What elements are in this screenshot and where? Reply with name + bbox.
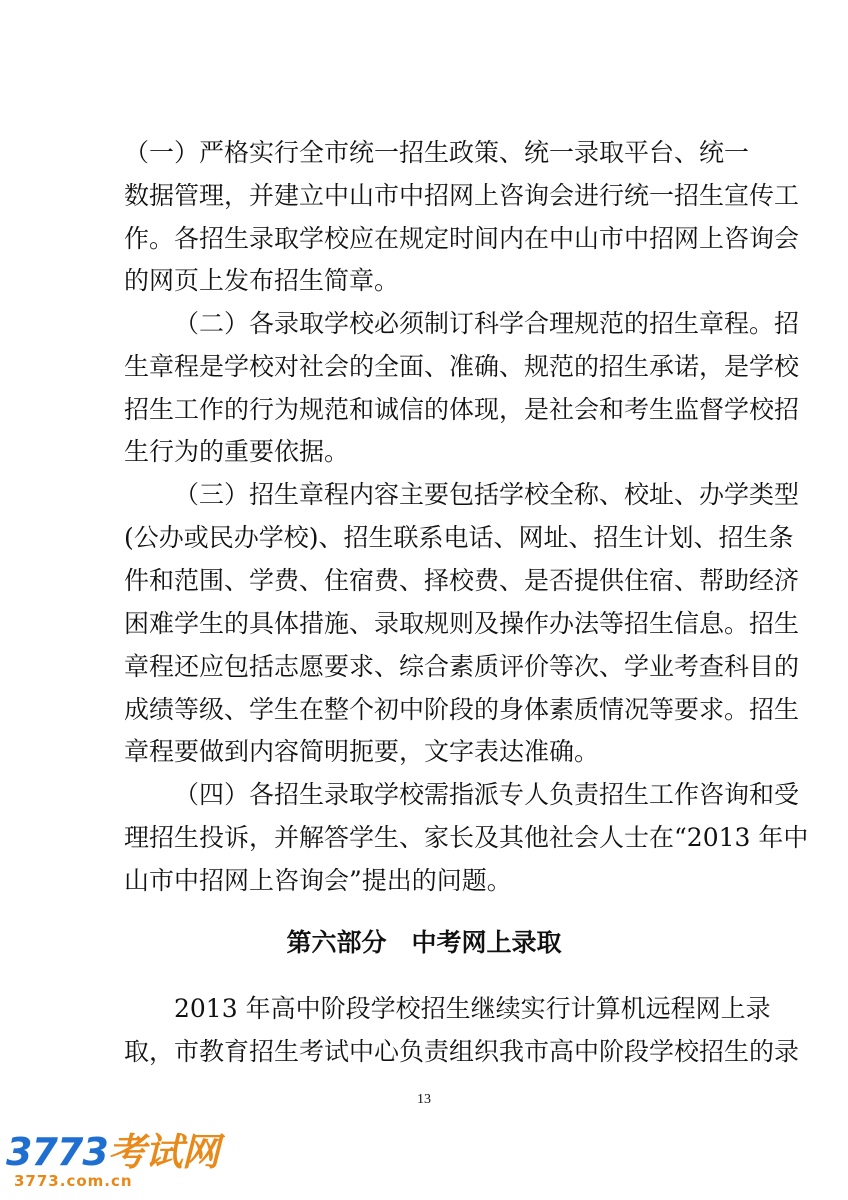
- paragraph-2-line-4: 生行为的重要依据。: [124, 437, 350, 466]
- paragraph-1-line-1: （一）严格实行全市统一招生政策、统一录取平台、统一: [124, 138, 750, 167]
- paragraph-2-line-1: （二）各录取学校必须制订科学合理规范的招生章程。招: [174, 309, 800, 338]
- paragraph-4-line-1: （四）各招生录取学校需指派专人负责招生工作咨询和受: [174, 780, 800, 809]
- paragraph-1-line-2: 数据管理，并建立中山市中招网上咨询会进行统一招生宣传工: [124, 181, 800, 210]
- paragraph-3-line-5: 章程还应包括志愿要求、综合素质评价等次、学业考查科目的: [124, 652, 800, 681]
- paragraph-2-line-3: 招生工作的行为规范和诚信的体现，是社会和考生监督学校招: [124, 395, 800, 424]
- paragraph-3-line-3: 件和范围、学费、住宿费、择校费、是否提供住宿、帮助经济: [124, 566, 800, 595]
- paragraph-3-line-6: 成绩等级、学生在整个初中阶段的身体素质情况等要求。招生: [124, 695, 800, 724]
- paragraph-4-line-2: 理招生投诉，并解答学生、家长及其他社会人士在“2013 年中: [124, 823, 809, 852]
- watermark-chinese: 考试网: [107, 1130, 219, 1174]
- paragraph-3-line-7: 章程要做到内容简明扼要，文字表达准确。: [124, 737, 600, 766]
- section-body-line-1: 2013 年高中阶段学校招生继续实行计算机远程网上录: [174, 994, 771, 1023]
- paragraph-1-line-3: 作。各招生录取学校应在规定时间内在中山市中招网上咨询会: [124, 224, 800, 253]
- page-number: 13: [417, 1092, 431, 1107]
- paragraph-1-line-4: 的网页上发布招生简章。: [124, 266, 400, 295]
- site-watermark-logo: [6, 1130, 219, 1194]
- paragraph-3-line-4: 困难学生的具体措施、录取规则及操作办法等招生信息。招生: [124, 609, 800, 638]
- paragraph-2-line-2: 生章程是学校对社会的全面、准确、规范的招生承诺，是学校: [124, 352, 800, 381]
- section-body-line-2: 取，市教育招生考试中心负责组织我市高中阶段学校招生的录: [124, 1037, 800, 1066]
- watermark-digits: 3773: [6, 1130, 108, 1174]
- section-heading: 第六部分 中考网上录取: [286, 928, 562, 957]
- paragraph-3-line-2: (公办或民办学校)、招生联系电话、网址、招生计划、招生条: [124, 523, 794, 552]
- paragraph-4-line-3: 山市中招网上咨询会”提出的问题。: [124, 866, 512, 895]
- paragraph-3-line-1: （三）招生章程内容主要包括学校全称、校址、办学类型: [174, 480, 800, 509]
- watermark-url: 3773.com.cn: [14, 1172, 133, 1190]
- watermark-title: [6, 1130, 219, 1174]
